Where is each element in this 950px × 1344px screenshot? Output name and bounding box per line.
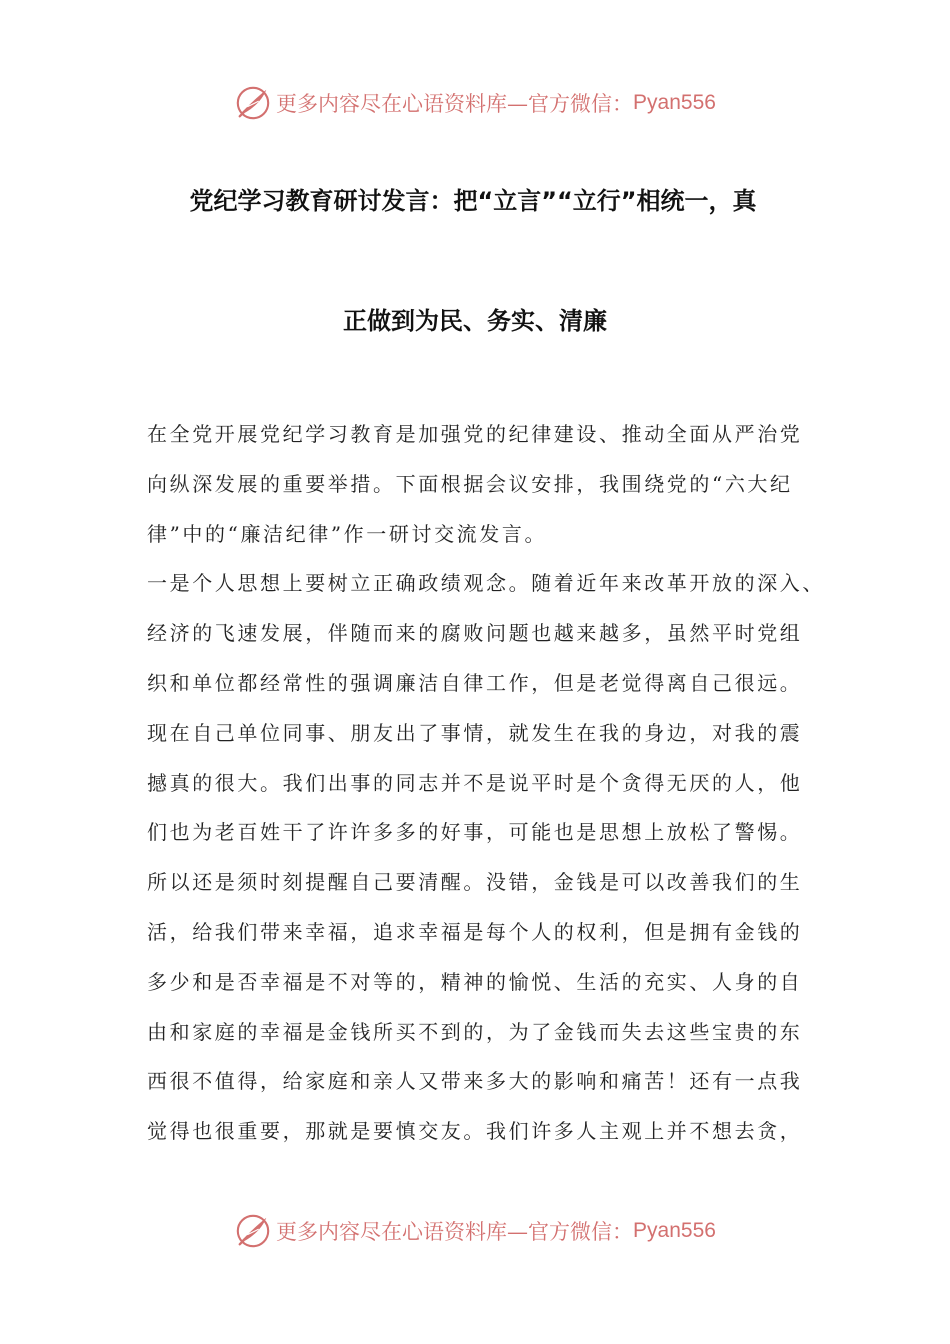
- body-line: 现在自己单位同事、朋友出了事情，就发生在我的身边，对我的震: [147, 720, 803, 745]
- banner-text: 更多内容尽在心语资料库—官方微信：: [276, 92, 634, 116]
- quill-pen-logo-icon: [234, 1212, 272, 1250]
- document-title-line-1: 党纪学习教育研讨发言：把“立言”“立行”相统一，真: [189, 187, 757, 215]
- banner-wechat-id: Pyan556: [633, 91, 716, 114]
- banner-text: 更多内容尽在心语资料库—官方微信：: [276, 1220, 634, 1244]
- body-line: 们也为老百姓干了许许多多的好事，可能也是思想上放松了警惕。: [147, 820, 803, 845]
- header-watermark-banner: [0, 81, 950, 125]
- body-line: 觉得也很重要，那就是要慎交友。我们许多人主观上并不想去贪，: [147, 1119, 803, 1144]
- document-body: [147, 414, 827, 1161]
- document-title-line-2: 正做到为民、务实、清廉: [343, 307, 607, 335]
- body-line: 所以还是须时刻提醒自己要清醒。没错，金钱是可以改善我们的生: [147, 870, 803, 895]
- body-line: 由和家庭的幸福是金钱所买不到的，为了金钱而失去这些宝贵的东: [147, 1019, 803, 1044]
- footer-watermark-banner: [0, 1209, 950, 1253]
- body-line: 多少和是否幸福是不对等的，精神的愉悦、生活的充实、人身的自: [147, 969, 803, 994]
- banner-wechat-id: Pyan556: [633, 1219, 716, 1242]
- body-line: 活，给我们带来幸福，追求幸福是每个人的权利，但是拥有金钱的: [147, 919, 803, 944]
- body-line: 律”中的“廉洁纪律”作一研讨交流发言。: [147, 521, 548, 546]
- body-line: 经济的飞速发展，伴随而来的腐败问题也越来越多，虽然平时党组: [147, 621, 803, 646]
- body-line: 一是个人思想上要树立正确政绩观念。随着近年来改革开放的深入、: [147, 571, 825, 596]
- body-line: 撼真的很大。我们出事的同志并不是说平时是个贪得无厌的人，他: [147, 770, 803, 795]
- body-line: 向纵深发展的重要举措。下面根据会议安排，我围绕党的“六大纪: [147, 471, 793, 496]
- body-line: 西很不值得，给家庭和亲人又带来多大的影响和痛苦！还有一点我: [147, 1069, 803, 1094]
- quill-pen-logo-icon: [234, 84, 272, 122]
- body-line: 在全党开展党纪学习教育是加强党的纪律建设、推动全面从严治党: [147, 422, 803, 446]
- body-line: 织和单位都经常性的强调廉洁自律工作，但是老觉得离自己很远。: [147, 670, 803, 695]
